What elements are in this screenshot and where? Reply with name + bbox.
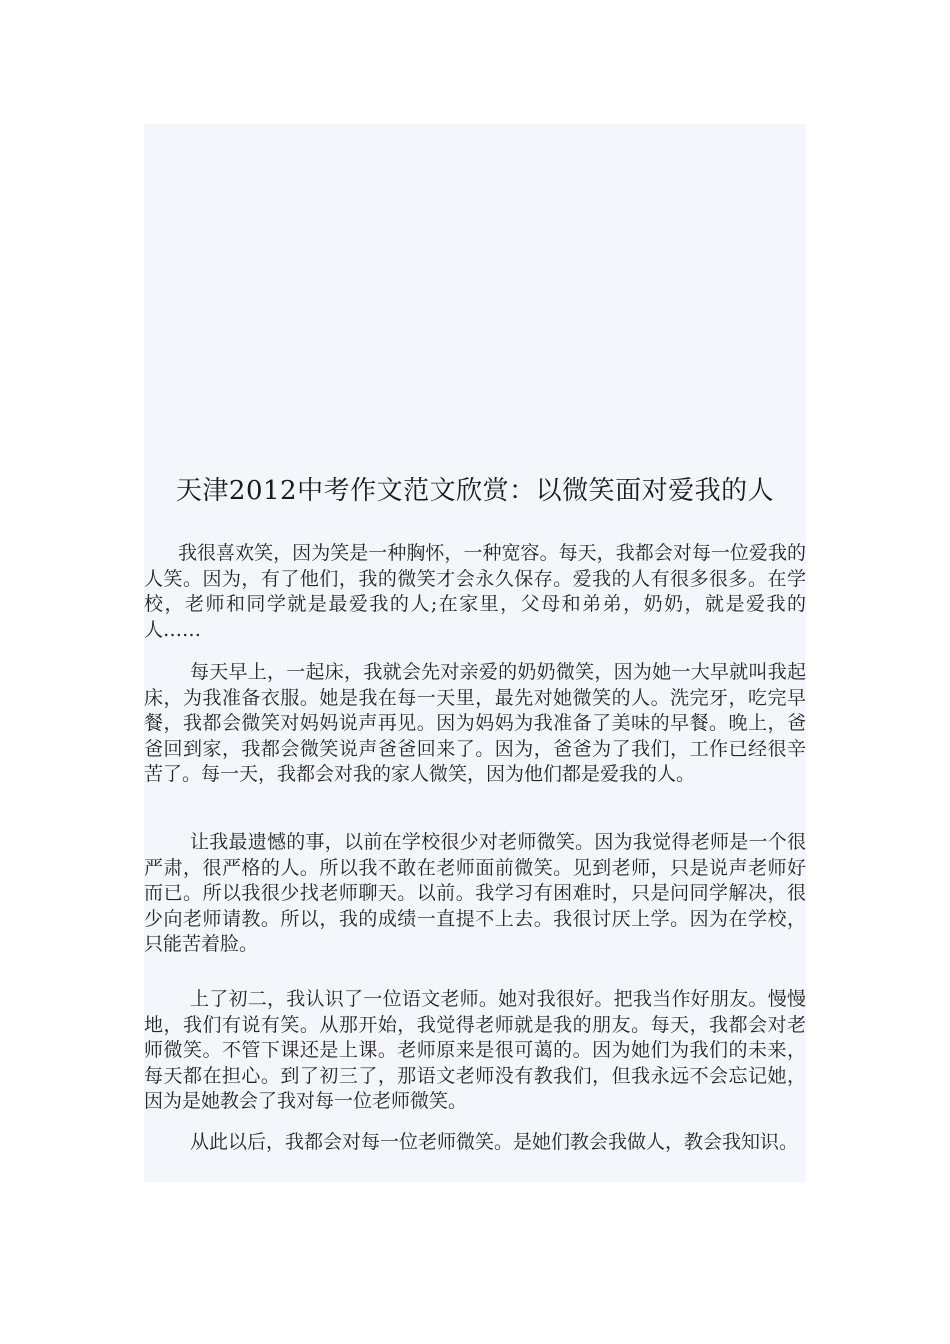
paragraph-1: 我很喜欢笑，因为笑是一种胸怀，一种宽容。每天，我都会对每一位爱我的人笑。因为，有了他们，我的微笑才会永久保存。爱我的人有很多很多。在学校，老师和同学就是最爱我的人;在家里，父母和弟弟，奶奶，就是爱我的人…… — [144, 542, 806, 641]
document-title: 天津2012中考作文范文欣赏：以微笑面对爱我的人 — [175, 476, 775, 506]
paragraph-2: 每天早上，一起床，我就会先对亲爱的奶奶微笑，因为她一大早就叫我起床，为我准备衣服。她是我在每一天里，最先对她微笑的人。洗完牙，吃完早餐，我都会微笑对妈妈说声再见。因为妈妈为我准备了美味的早餐。晚上，爸爸回到家，我都会微笑说声爸爸回来了。因为，爸爸为了我们，工作已经很辛苦了。每一天，我都会对我的家人微笑，因为他们都是爱我的人。 — [144, 661, 806, 785]
paragraph-4: 上了初二，我认识了一位语文老师。她对我很好。把我当作好朋友。慢慢地，我们有说有笑。从那开始，我觉得老师就是我的朋友。每天，我都会对老师微笑。不管下课还是上课。老师原来是很可蔼的。因为她们为我们的未来，每天都在担心。到了初三了，那语文老师没有教我们，但我永远不会忘记她，因为是她教会了我对每一位老师微笑。 — [144, 988, 806, 1112]
paragraph-3: 让我最遗憾的事，以前在学校很少对老师微笑。因为我觉得老师是一个很严肃，很严格的人。所以我不敢在老师面前微笑。见到老师，只是说声老师好而已。所以我很少找老师聊天。以前。我学习有困难时，只是问同学解决，很少向老师请教。所以，我的成绩一直提不上去。我很讨厌上学。因为在学校，只能苦着脸。 — [144, 831, 806, 955]
paragraph-5: 从此以后，我都会对每一位老师微笑。是她们教会我做人，教会我知识。 — [190, 1131, 799, 1153]
